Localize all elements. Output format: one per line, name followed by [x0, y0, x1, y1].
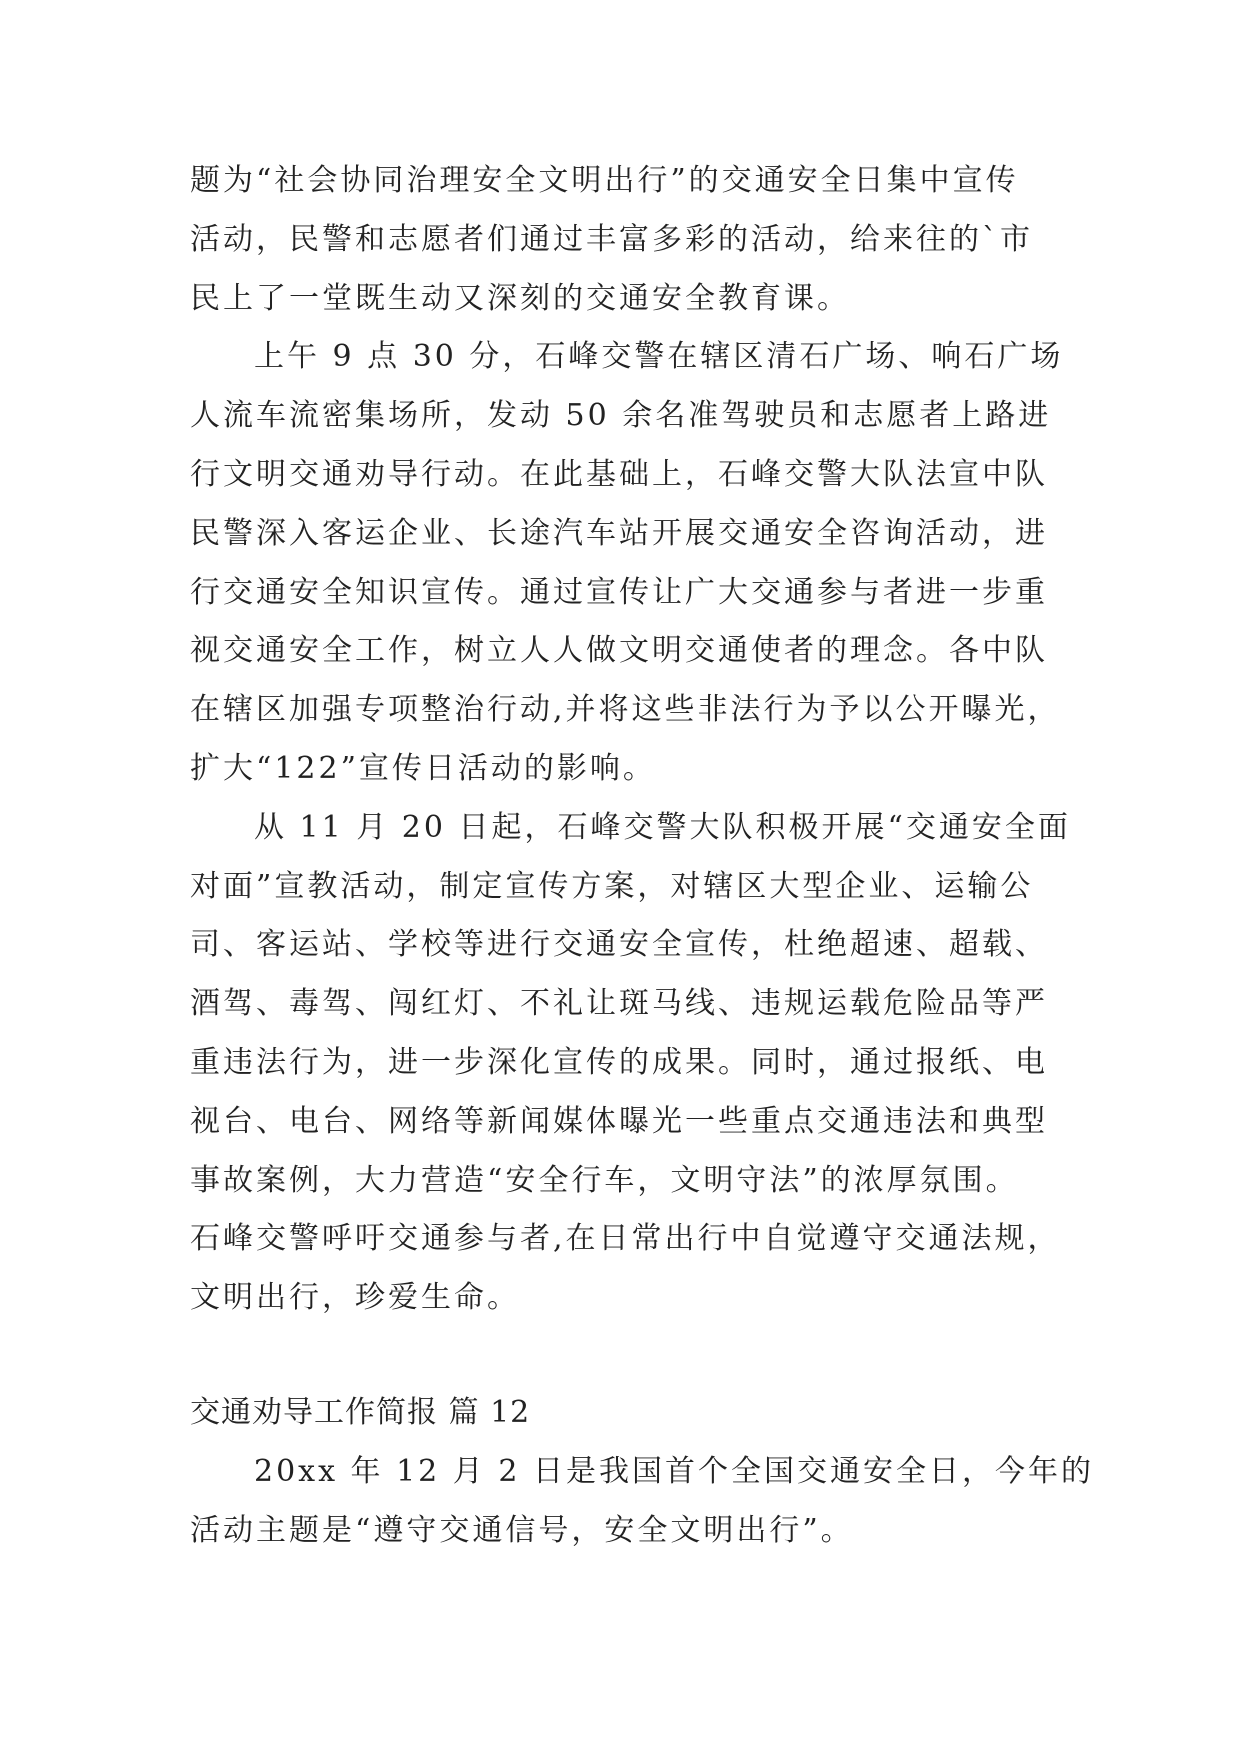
text-line: 重违法行为，进一步深化宣传的成果。同时，通过报纸、电	[190, 1044, 1048, 1080]
paragraph-2	[190, 328, 1064, 798]
text-line: 20xx 年 12 月 2 日是我国首个全国交通安全日，今年的	[254, 1453, 1094, 1489]
text-line: 文明出行，珍爱生命。	[190, 1280, 520, 1316]
text-line: 活动主题是“遵守交通信号，安全文明出行”。	[190, 1512, 854, 1548]
text-line: 人流车流密集场所，发动 50 余名准驾驶员和志愿者上路进	[190, 398, 1052, 434]
paragraph-3	[190, 799, 1071, 1328]
text-line: 从 11 月 20 日起，石峰交警大队积极开展“交通安全面	[254, 809, 1071, 845]
text-line: 事故案例，大力营造“安全行车，文明守法”的浓厚氛围。	[190, 1162, 1019, 1198]
text-line: 在辖区加强专项整治行动,并将这些非法行为予以公开曝光，	[190, 692, 1061, 728]
text-line: 扩大“122”宣传日活动的影响。	[190, 750, 656, 786]
section-12	[190, 1384, 1094, 1560]
text-line: 对面”宣教活动，制定宣传方案，对辖区大型企业、运输公	[190, 868, 1034, 904]
text-line: 民上了一堂既生动又深刻的交通安全教育课。	[190, 280, 850, 316]
text-line: 行文明交通劝导行动。在此基础上，石峰交警大队法宣中队	[190, 456, 1048, 492]
text-line: 题为“社会协同治理安全文明出行”的交通安全日集中宣传	[190, 163, 1019, 198]
text-line: 司、客运站、学校等进行交通安全宣传，杜绝超速、超载、	[190, 927, 1048, 963]
text-line: 活动，民警和志愿者们通过丰富多彩的活动，给来往的`市	[190, 221, 1033, 257]
text-line: 上午 9 点 30 分，石峰交警在辖区清石广场、响石广场	[254, 339, 1064, 375]
paragraph-1	[190, 152, 1056, 328]
text-line: 民警深入客运企业、长途汽车站开展交通安全咨询活动，进	[190, 515, 1048, 551]
text-line: 酒驾、毒驾、闯红灯、不礼让斑马线、违规运载危险品等严	[190, 986, 1048, 1022]
text-line: 石峰交警呼吁交通参与者,在日常出行中自觉遵守交通法规，	[190, 1221, 1061, 1257]
section-heading: 交通劝导工作简报 篇 12	[190, 1394, 531, 1430]
section-spacer	[190, 1328, 1056, 1384]
text-line: 视交通安全工作，树立人人做文明交通使者的理念。各中队	[190, 633, 1048, 669]
text-line: 行交通安全知识宣传。通过宣传让广大交通参与者进一步重	[190, 574, 1048, 610]
text-line: 视台、电台、网络等新闻媒体曝光一些重点交通违法和典型	[190, 1103, 1048, 1139]
document-body	[190, 152, 1094, 1560]
